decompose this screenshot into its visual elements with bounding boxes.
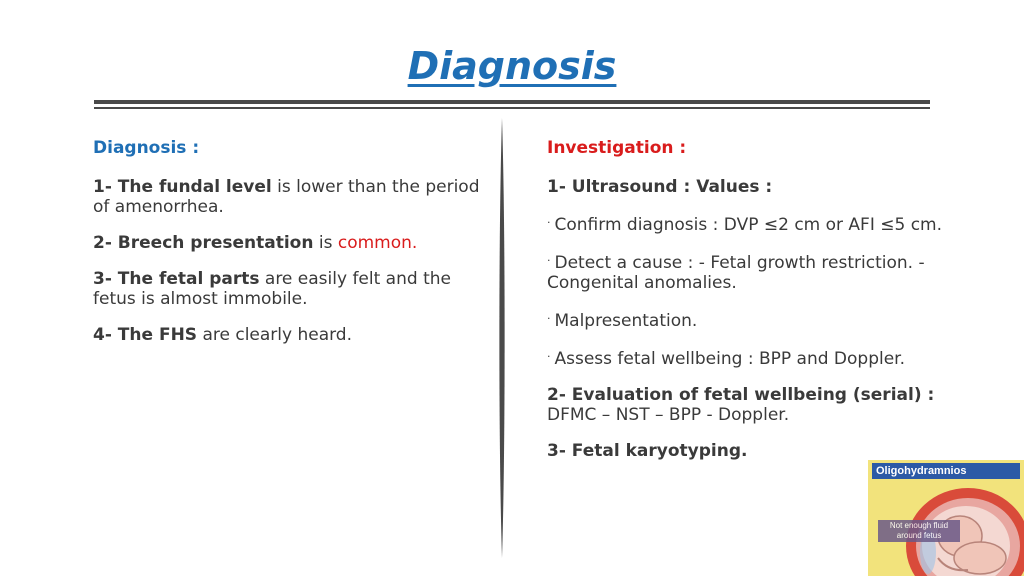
- item-text: is lower than the period of amenorrhea.: [93, 177, 480, 217]
- investigation-bullet: [547, 347, 967, 369]
- diagnosis-item-fhs: [93, 325, 493, 345]
- diagnosis-item-fundal-level: [93, 177, 493, 217]
- investigation-item-ultrasound: 1- Ultrasound : Values :: [547, 177, 773, 197]
- page-title: Diagnosis: [407, 44, 617, 88]
- bullet-text: Malpresentation.: [554, 311, 698, 331]
- item-text: are easily felt and the fetus is almost immobile.: [93, 269, 451, 309]
- item-bold-label: 2- Evaluation of fetal wellbeing (serial) :: [547, 385, 935, 405]
- investigation-item-wellbeing: [547, 385, 967, 425]
- column-divider: [494, 118, 510, 558]
- item-bold-label: 3- The fetal parts: [93, 269, 260, 289]
- diagnosis-heading: Diagnosis :: [93, 138, 200, 158]
- item-highlight: common.: [337, 233, 418, 253]
- item-text: DFMC – NST – BPP - Doppler.: [547, 405, 790, 425]
- investigation-bullet: [547, 309, 967, 331]
- investigation-column: [547, 138, 967, 477]
- item-text: are clearly heard.: [197, 325, 353, 345]
- oligohydramnios-illustration: [868, 460, 1024, 576]
- diagnosis-column: [93, 138, 493, 361]
- bullet-dot-icon: ·: [547, 312, 551, 325]
- item-bold-label: 1- The fundal level: [93, 177, 272, 197]
- item-bold-label: 4- The FHS: [93, 325, 198, 345]
- rule-thick-line: [94, 100, 930, 104]
- diagnosis-item-breech: [93, 233, 493, 253]
- investigation-bullet: [547, 213, 967, 235]
- investigation-heading: Investigation :: [547, 138, 687, 158]
- bullet-dot-icon: ·: [547, 216, 551, 229]
- investigation-bullet: [547, 251, 967, 293]
- bullet-text: Confirm diagnosis : DVP ≤2 cm or AFI ≤5 cm.: [554, 215, 943, 235]
- item-text: is: [313, 233, 338, 253]
- bullet-dot-icon: ·: [547, 350, 551, 363]
- rule-thin-line: [94, 107, 930, 109]
- bullet-text: Detect a cause : - Fetal growth restriction. - Congenital anomalies.: [547, 253, 925, 293]
- illustration-caption: Not enough fluid around fetus: [878, 520, 960, 542]
- bullet-text: Assess fetal wellbeing : BPP and Doppler.: [554, 349, 906, 369]
- title-underline-rule: [94, 100, 930, 110]
- investigation-item-karyotyping: 3- Fetal karyotyping.: [547, 441, 748, 461]
- illustration-label: Oligohydramnios: [872, 463, 1020, 479]
- item-bold-label: 2- Breech presentation: [93, 233, 314, 253]
- diagnosis-item-fetal-parts: [93, 269, 493, 309]
- bullet-dot-icon: ·: [547, 254, 551, 267]
